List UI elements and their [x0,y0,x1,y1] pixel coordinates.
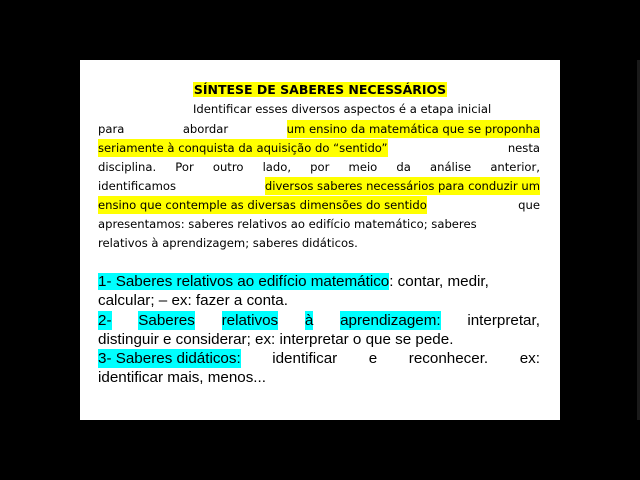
text: identificar mais, menos... [98,369,266,386]
highlight-yellow: ensino que contemple as diversas dimensões do sentido [98,198,427,212]
text: Identificar esses diversos aspectos é a etapa inicial [193,102,492,116]
highlight-cyan: relativos [221,312,279,329]
paragraph-line-6 [98,196,540,214]
list-item-1-line-2 [98,291,540,310]
list-item-2-line-2 [98,330,540,349]
text: que [518,198,540,212]
word: anterior, [490,160,540,174]
text: e [368,350,378,367]
text: calcular; – ex: fazer a conta. [98,292,288,309]
text: abordar [182,122,229,136]
word: Por [175,160,194,174]
text: : contar, medir, [389,273,489,290]
list-item-3-line-2 [98,368,540,387]
paragraph-line-7 [98,215,540,233]
text: ex: [519,350,540,367]
list-item-2 [98,311,540,330]
paragraph-line-5 [98,177,540,195]
word: meio [348,160,378,174]
word: outro [212,160,244,174]
text: distinguir e considerar; ex: interpretar o que se pede. [98,331,454,348]
paragraph-line-4 [98,158,540,176]
slide-title [80,82,560,97]
highlight-cyan: aprendizagem: [340,312,441,329]
paragraph-line-3 [98,139,540,157]
text: nesta [507,141,540,155]
highlight-yellow: diversos saberes necessários para conduzir um [264,179,540,193]
paragraph-line-1 [193,100,540,118]
word: lado, [262,160,292,174]
paragraph-line-2 [98,120,540,138]
text: reconhecer. [408,350,489,367]
title-text: SÍNTESE DE SABERES NECESSÁRIOS [193,82,447,97]
word: por [310,160,330,174]
text: relativos à aprendizagem; saberes didáticos. [98,236,358,250]
highlight-cyan: 3- Saberes didáticos: [98,350,241,367]
slide [80,60,560,420]
highlight-yellow: seriamente à conquista da aquisição do “sentido” [98,141,388,155]
word: da [396,160,411,174]
text: interpretar, [467,312,540,329]
text: apresentamos: saberes relativos ao edifício matemático; saberes [98,217,477,231]
text: identificar [272,350,338,367]
word: análise [430,160,472,174]
list-item-1 [98,272,540,291]
highlight-cyan: 2- [98,312,112,329]
text: para [98,122,125,136]
highlight-yellow: um ensino da matemática que se proponha [286,122,540,136]
paragraph-line-8 [98,234,540,252]
highlight-cyan: à [304,312,314,329]
list-item-3 [98,349,540,368]
highlight-cyan: Saberes [138,312,195,329]
word: disciplina. [98,160,157,174]
text: identificamos [98,179,177,193]
highlight-cyan: 1- Saberes relativos ao edifício matemático [98,273,390,290]
